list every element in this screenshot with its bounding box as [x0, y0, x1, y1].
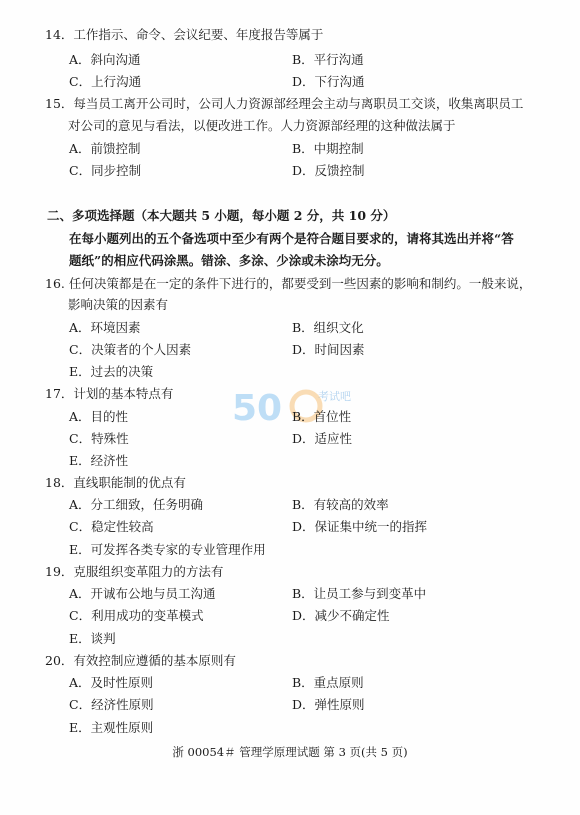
question-17-stem: 17．计划的基本特点有	[45, 386, 174, 401]
question-18-option-e: E．可发挥各类专家的专业管理作用	[69, 542, 266, 557]
question-20-option-a: A．及时性原则	[69, 675, 154, 690]
question-14-stem: 14．工作指示、命令、会议纪要、年度报告等属于	[45, 27, 324, 42]
question-15-stem-line-2: 对公司的意见与看法，以便改进工作。人力资源部经理的这种做法属于	[68, 118, 456, 133]
question-17-option-b: B．首位性	[292, 409, 352, 424]
question-19-option-d: D．减少不确定性	[292, 608, 390, 623]
question-15-option-d: D．反馈控制	[292, 163, 365, 178]
page-footer: 浙 00054＃ 管理学原理试题 第 3 页(共 5 页)	[172, 745, 408, 759]
question-16-stem-line-1: 16. 任何决策都是在一定的条件下进行的，都要受到一些因素的影响和制约。一般来说，	[45, 276, 532, 291]
question-19-option-b: B．让员工参与到变革中	[292, 586, 427, 601]
question-18-option-c: C．稳定性较高	[69, 519, 154, 534]
section-2-instructions-line-2: 题纸”的相应代码涂黑。错涂、多涂、少涂或未涂均无分。	[69, 253, 389, 268]
question-18-option-b: B．有较高的效率	[292, 497, 389, 512]
question-15-option-a: A．前馈控制	[69, 141, 141, 156]
question-16-option-d: D．时间因素	[292, 342, 365, 357]
svg-text:50: 50	[232, 388, 283, 426]
question-14-option-d: D．下行沟通	[292, 74, 365, 89]
watermark-text: 考试吧	[318, 390, 351, 403]
question-18-option-d: D．保证集中统一的指挥	[292, 519, 428, 534]
question-20-option-d: D．弹性原则	[292, 697, 365, 712]
question-14-option-c: C．上行沟通	[69, 74, 142, 89]
question-19-stem: 19．克服组织变革阻力的方法有	[45, 564, 224, 579]
question-16-option-c: C．决策者的个人因素	[69, 342, 192, 357]
question-20-stem: 20．有效控制应遵循的基本原则有	[45, 653, 236, 668]
question-15-option-c: C．同步控制	[69, 163, 142, 178]
question-17-option-e: E．经济性	[69, 453, 129, 468]
question-17-option-a: A．目的性	[69, 409, 129, 424]
question-18-stem: 18．直线职能制的优点有	[45, 475, 186, 490]
question-16-option-a: A．环境因素	[69, 320, 141, 335]
question-20-option-e: E．主观性原则	[69, 720, 154, 735]
question-14-option-a: A．斜向沟通	[69, 52, 141, 67]
question-15-stem-line-1: 15．每当员工离开公司时，公司人力资源部经理会主动与离职员工交谈，收集离职员工	[45, 96, 524, 111]
question-20-option-c: C．经济性原则	[69, 697, 154, 712]
question-19-option-c: C．利用成功的变革模式	[69, 608, 204, 623]
section-2-instructions-line-1: 在每小题列出的五个备选项中至少有两个是符合题目要求的，请将其选出并将“答	[69, 231, 514, 246]
question-17-option-d: D．适应性	[292, 431, 353, 446]
question-16-option-b: B．组织文化	[292, 320, 364, 335]
question-19-option-e: E．谈判	[69, 631, 116, 646]
question-16-option-e: E．过去的决策	[69, 364, 154, 379]
section-2-title: 二、多项选择题（本大题共 5 小题，每小题 2 分，共 10 分）	[47, 208, 396, 223]
question-16-stem-line-2: 影响决策的因素有	[68, 297, 169, 312]
question-17-option-c: C．特殊性	[69, 431, 129, 446]
question-19-option-a: A．开诚布公地与员工沟通	[69, 586, 216, 601]
question-14-option-b: B．平行沟通	[292, 52, 364, 67]
question-15-option-b: B．中期控制	[292, 141, 364, 156]
question-20-option-b: B．重点原则	[292, 675, 364, 690]
question-18-option-a: A．分工细致，任务明确	[69, 497, 204, 512]
